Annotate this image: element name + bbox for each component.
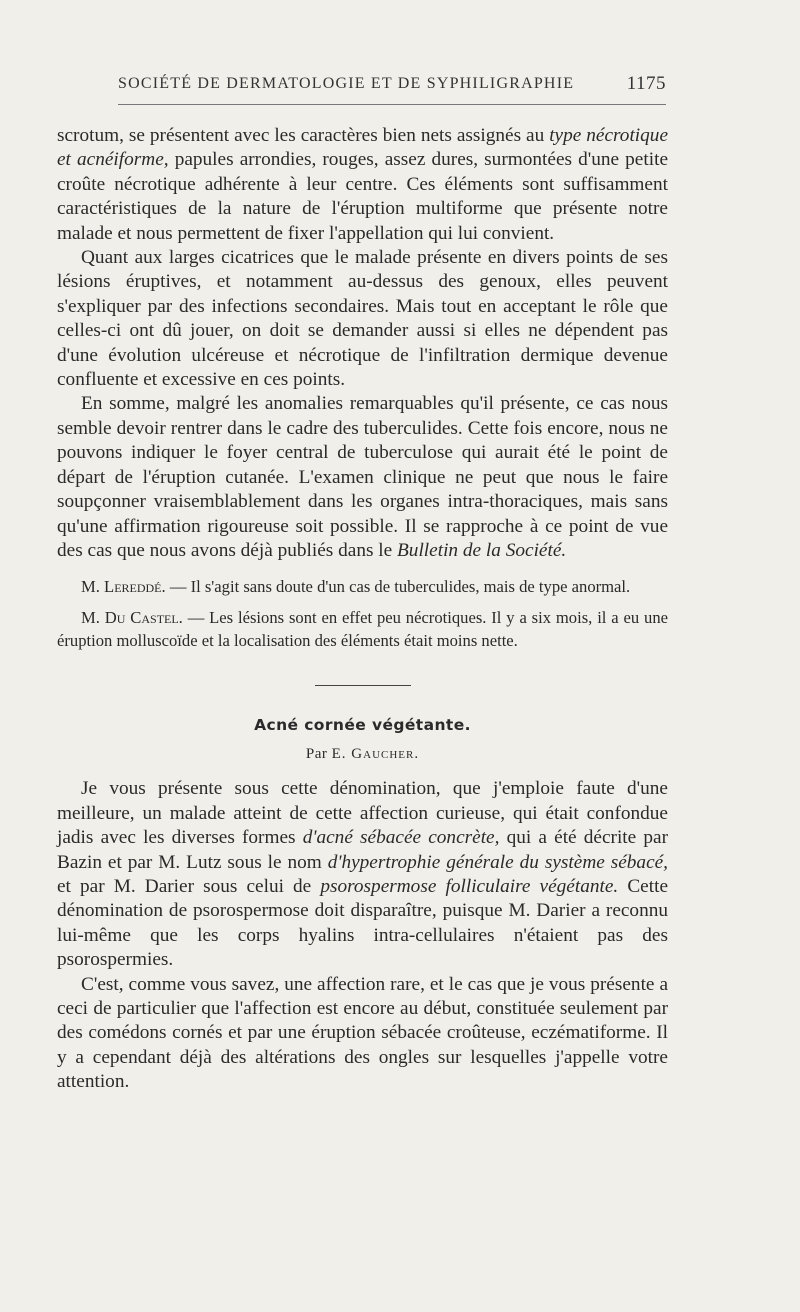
speaker-name: M. Du Castel. [81, 608, 183, 628]
section-title: Acné cornée végétante. [254, 716, 471, 735]
remark-lueredde: M. Lereddé. — Il s'agit sans doute d'un cas de tuberculides, mais de type anormal. [81, 577, 631, 597]
remark-du-castel: M. Du Castel. — Les lésions sont en effet peu nécrotiques. Il y a six mois, il a eu une éruption molluscoïde et la localisation des éléments était moins nette. [57, 608, 668, 651]
page-number: 1175 [626, 73, 666, 94]
paragraph-5: C'est, comme vous savez, une affection rare, et le cas que je vous présente a ceci de particulier que l'affection est encore au début, constituée seulement par des comédons cornés et par une éruption sébacée croûteuse, eczématiforme. Il y a cependant déjà des altérations des ongles sur lesquelles j'appelle votre attention. [57, 973, 668, 1093]
author-byline: Par E. Gaucher. [305, 746, 420, 763]
running-title: SOCIÉTÉ DE DERMATOLOGIE ET DE SYPHILIGRAPHIE [118, 75, 575, 92]
paragraph-1: scrotum, se présentent avec les caractères bien nets assignés au type nécrotique et acnéiforme, papules arrondies, rouges, assez dures, surmontées d'une petite croûte nécrotique adhérente à leur centre. Ces éléments sont suffisamment caractéristiques de la nature de l'éruption multiforme que présente notre malade et nous permettent de fixer l'appellation qui lui convient. [57, 125, 668, 244]
header-rule [118, 104, 666, 105]
speaker-name: M. Lereddé. [81, 577, 166, 597]
paragraph-2: Quant aux larges cicatrices que le malade présente en divers points de ses lésions éruptives, et notamment au-dessus des genoux, elles peuvent s'expliquer par des infections secondaires. Mais tout en acceptant le rôle que celles-ci ont dû jouer, on doit se demander aussi si elles ne dépendent pas d'une évolution ulcéreuse et nécrotique de l'infiltration dermique devenue confluente et excessive en ces points. [57, 247, 668, 391]
paragraph-4: Je vous présente sous cette dénomination, que j'emploie faute d'une meilleure, un malade atteint de cette affection curieuse, qui était confondue jadis avec les diverses formes d'acné sébacée concrète, qui a été décrite par Bazin et par M. Lutz sous le nom d'hypertrophie générale du système sébacé, et par M. Darier sous celui de psorospermose folliculaire végétante. Cette dénomination de psorospermose doit disparaître, puisque M. Darier a reconnu lui-même que les corps hyalins intra-cellulaires n'étaient pas des psorospermies. [57, 778, 669, 971]
running-header [118, 70, 666, 98]
page-body [57, 124, 668, 1095]
paragraph-3: En somme, malgré les anomalies remarquables qu'il présente, ce cas nous semble devoir rentrer dans le cadre des tuberculides. Cette fois encore, nous ne pouvons indiquer le foyer central de tuberculose qui aurait été le point de départ de l'éruption cutanée. L'examen clinique ne peut que nous le faire soupçonner vraisemblablement dans les organes intra-thoraciques, mais sans qu'une affirmation rigoureuse soit possible. Il se rapproche à ce point de vue des cas que nous avons déjà publiés dans le Bulletin de la Société. [57, 393, 668, 561]
section-separator [315, 685, 411, 686]
